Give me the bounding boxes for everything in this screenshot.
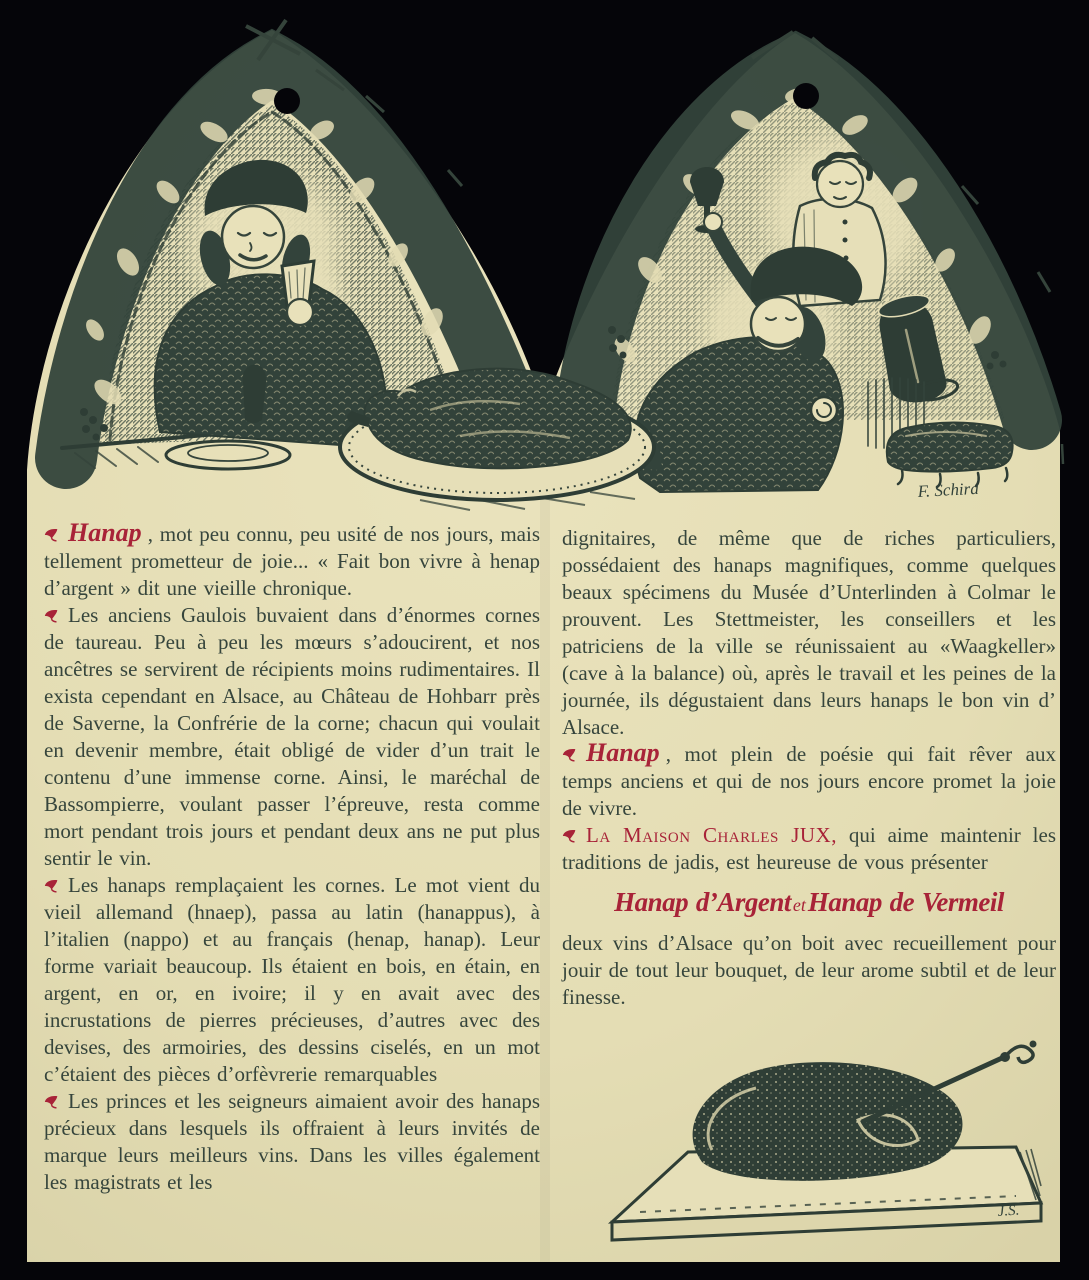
paragraph-text: , mot peu connu, peu usité de nos jours, mais tellement prometteur de joie... « Fait bon vivre à henap d’argent » dit une vieille chronique. [44, 522, 540, 600]
paragraph-text: Les anciens Gaulois buvaient dans d’énormes cornes de taureau. Peu à peu les mœurs s’adoucirent, et nos ancêtres se servirent de récipients moins rudimentaires. Il exista cependant en Alsace, au Château de Hohbarr près de Saverne, la Confrérie de la corne; chacun qui voulait en devenir membre, était obligé de vider d’un trait le contenu d’une immense corne. Ainsi, le maréchal de Bassompierre, voulant passer l’épreuve, resta comme mort pendant trois jours et pendant deux ans ne put plus sentir le vin. [44, 603, 540, 870]
paragraph-text: , mot plein de poésie qui fait rêver aux temps anciens et qui de nos jours encore promet la joie de vivre. [562, 742, 1056, 820]
left-text-column [44, 521, 540, 1196]
hang-hole-right [793, 83, 819, 109]
right-text-column [562, 525, 1056, 1011]
product-names-heading [562, 889, 1056, 919]
paragraph-text: dignitaires, de même que de riches particuliers, possédaient des hanaps magnifiques, comme quelques beaux spécimens du Musée d’Unterlinden à Colmar le prouvent. Les Stettmeister, les conseillers et les patriciens de la ville se réunissaient au «Waagkeller» (cave à la balance) où, après le travail et les peines de la journée, ils dégustaient dans leurs hanaps le bon vin d’ Alsace. [562, 526, 1056, 739]
dark-goblet [243, 365, 266, 423]
hedera-icon [44, 609, 59, 623]
paragraph-deux-vins [562, 930, 1056, 1011]
paragraph-etymologie [44, 872, 540, 1088]
hedera-icon [562, 748, 577, 762]
paragraph-text: Les hanaps remplaçaient les cornes. Le mot vient du vieil allemand (hnaep), passa au latin (hanappus), à l’italien (nappo) et au français (henap, hanap). Leur forme variait beaucoup. Ils étaient en bois, en étain, en argent, en or, en ivoire; il y en avait avec des incrustations de pierres précieuses, d’autres avec des devises, des armoiries, des dessins ciselés, en un mot c’étaient des pièces d’orfèvrerie remarquables [44, 873, 540, 1086]
hedera-icon [44, 528, 59, 542]
paragraph-dignitaires [562, 525, 1056, 741]
hedera-icon [44, 879, 59, 893]
paragraph-hanap-intro [44, 521, 540, 602]
heading-conjunction: et [792, 895, 806, 915]
paragraph-text: Les princes et les seigneurs aimaient avoir des hanaps précieux dans lesquels ils offraient à leurs invités de marque leurs meilleurs vins. Dans les villes également les magistrats et les [44, 1089, 540, 1194]
paragraph-text: qui aime maintenir les traditions de jadis, est heureuse de vous présenter [562, 823, 1057, 874]
hanap-dargent-title: Hanap d’Argent [614, 887, 791, 917]
hedera-icon [562, 829, 577, 843]
paragraph-maison-jux [562, 822, 1056, 876]
hang-hole-left [274, 88, 300, 114]
chair-scroll [811, 397, 837, 423]
hanap-word-red: Hanap [586, 738, 660, 767]
hand [287, 299, 313, 325]
paragraph-gaulois [44, 602, 540, 872]
hand [704, 213, 722, 231]
fold-shadow [540, 420, 550, 1262]
paragraph-princes [44, 1088, 540, 1196]
face [751, 297, 805, 351]
paragraph-hanap-poesie [562, 738, 1056, 822]
illustrator-signature: F. Schira [917, 478, 980, 501]
hanap-de-vermeil-title: Hanap de Vermeil [807, 887, 1004, 917]
face [817, 161, 863, 207]
right-panel-engraving-reveler [586, 64, 1032, 501]
artist-initials: J.S. [997, 1202, 1020, 1220]
hanap-word-red: Hanap [68, 521, 142, 547]
hedera-icon [44, 1095, 59, 1109]
paragraph-text: deux vins d’Alsace qu’on boit avec recueillement pour jouir de tout leur bouquet, de leur arome subtil et de leur finesse. [562, 931, 1056, 1009]
maison-charles-jux-red: La Maison Charles JUX, [586, 823, 837, 847]
